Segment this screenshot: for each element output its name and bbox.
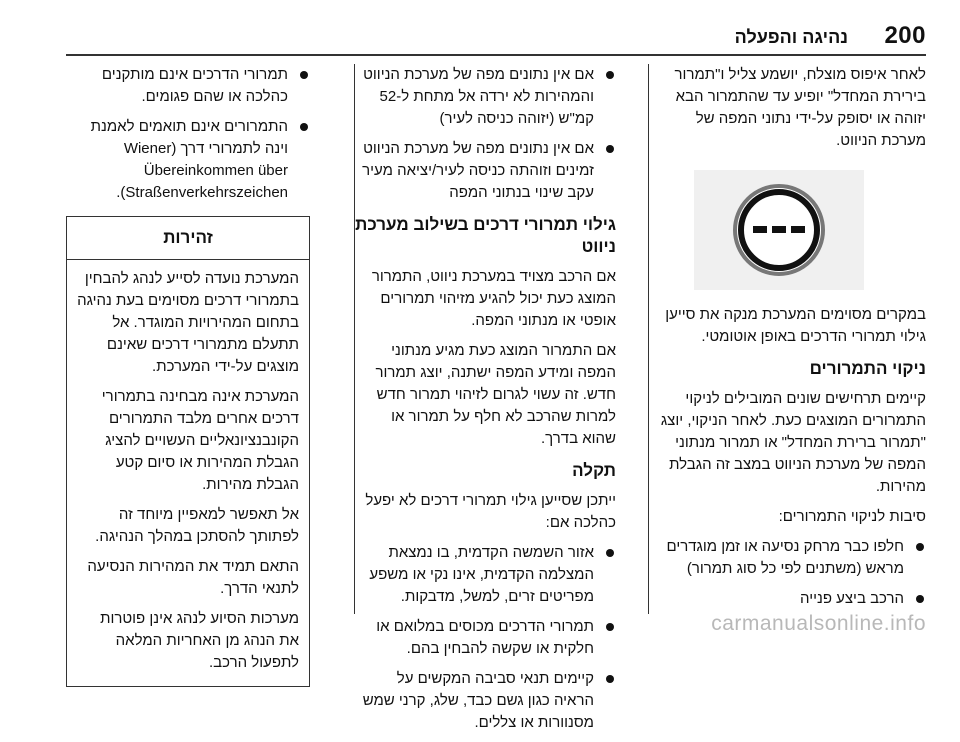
page-header bbox=[0, 0, 960, 48]
list-item: תמרורי הדרכים אינם מותקנים כהלכה או שהם פגומים. bbox=[66, 64, 310, 108]
right-column bbox=[648, 64, 926, 618]
chapter-title: נהיגה והפעלה bbox=[734, 27, 848, 47]
warning-paragraph: התאם תמיד את המהירות הנסיעה לתנאי הדרך. bbox=[87, 558, 299, 597]
fault-intro: ייתכן שסייען גילוי תמרורי דרכים לא יפעל כהלכה אם: bbox=[365, 492, 616, 531]
warning-paragraph: אל תאפשר למאפיין מיוחד זה לפתותך להסתכן במהלך הנהיגה. bbox=[95, 506, 299, 545]
watermark-text: carmanualsonline.info bbox=[711, 612, 926, 635]
left-column bbox=[66, 64, 310, 687]
warning-paragraph: המערכת נועדה לסייע לנהג להבחין בתמרורי דרכים מסוימים בעת נהיגה בתחום המהירויות המוגדר. אל תתעלם מתמרורי דרכים שאינם מוצגים על-ידי המערכת. bbox=[77, 270, 299, 375]
navigation-heading: גילוי תמרורי דרכים בשילוב מערכת ניווט bbox=[355, 215, 616, 256]
fault-heading: תקלה bbox=[572, 461, 616, 480]
middle-column bbox=[354, 64, 616, 742]
navigation-paragraph-2: אם התמרור המוצג כעת מגיע מנתוני המפה ומידע המפה ישתנה, יוצג תמרור חדש. זה עשוי לגרום לזיהוי תמרור חדש למרות שהרכב לא חלף על תמרור או שהוא בדרך. bbox=[375, 342, 616, 447]
warning-paragraph: מערכות הסיוע לנהג אינן פוטרות את הנהג מן האחריות המלאה לתפעול הרכב. bbox=[100, 610, 299, 671]
list-item: קיימים תנאי סביבה המקשים על הראיה כגון גשם כבד, שלג, קרני שמש מסנוורות או צללים. bbox=[354, 668, 616, 734]
warning-box bbox=[66, 216, 310, 687]
header-rule bbox=[66, 54, 926, 56]
list-item: הרכב ביצע פנייה bbox=[648, 588, 926, 610]
cleaning-heading: ניקוי התמרורים bbox=[809, 359, 926, 378]
auto-clear-paragraph: במקרים מסוימים המערכת מנקה את סייען גילוי תמרורי הדרכים באופן אוטומטי. bbox=[665, 306, 926, 345]
list-item: אם אין נתונים מפה של מערכת הניווט והמהירות לא ירדה אל מתחת ל-52 קמ"ש (יזוהה כניסה לעיר) bbox=[354, 64, 616, 130]
default-sign-illustration bbox=[694, 170, 864, 290]
list-item: התמרורים אינם תואמים לאמנת וינה לתמרורי דרך (Wiener Übereinkommen über Straßenverkehrszeichen). bbox=[66, 116, 310, 204]
navigation-paragraph-1: אם הרכב מצויד במערכת ניווט, התמרור המוצג כעת יכול להגיע מזיהוי תמרורים אופטי או מנתוני המפה. bbox=[371, 268, 616, 329]
cleaning-paragraph: קיימים תרחישים שונים המובילים לניקוי התמרורים המוצגים כעת. לאחר הניקוי, יוצג "תמרור ברירת המחדל" או תמרור מנתוני המפה של מערכת הניווט במצב זה הגבלת מהירות. bbox=[660, 390, 926, 495]
column-divider bbox=[354, 64, 355, 614]
list-item: תמרורי הדרכים מכוסים במלואם או חלקית או שקשה להבחין בהם. bbox=[354, 616, 616, 660]
warning-body bbox=[67, 260, 309, 686]
list-item: חלפו כבר מרחק נסיעה או זמן מוגדרים מראש (משתנים לפי כל סוג תמרור) bbox=[648, 536, 926, 580]
reasons-heading: סיבות לניקוי התמרורים: bbox=[778, 508, 926, 525]
list-item: אזור השמשה הקדמית, בו נמצאת המצלמה הקדמית, אינו נקי או משפע מפריטים זרים, למשל, מדבקות. bbox=[354, 542, 616, 608]
list-item: אם אין נתונים מפה של מערכת הניווט זמינים וזוהתה כניסה לעיר/יציאה מעיר עקב שינוי בנתוני המפה bbox=[354, 138, 616, 204]
sign-conditions-list bbox=[66, 64, 310, 204]
top-conditions-list bbox=[354, 64, 616, 204]
default-sign-icon bbox=[731, 182, 827, 278]
warning-paragraph: המערכת אינה מבחינה בתמרורי דרכים אחרים מלבד התמרורים הקונבנציונאליים העשויים להציג הגבלת המהירות או סיום קטע הגבלת מהירות. bbox=[101, 388, 299, 493]
warning-title: זהירות bbox=[67, 217, 309, 260]
page-number: 200 bbox=[884, 22, 926, 49]
reasons-list bbox=[648, 536, 926, 610]
fault-list bbox=[354, 542, 616, 734]
column-divider bbox=[648, 64, 649, 614]
intro-paragraph: לאחר איפוס מוצלח, יושמע צליל ו"תמרור בירירת המחדל" יופיע עד שהתמרור הבא יזוהה או יסופק על-ידי נתוני המפה של מערכת הניווט. bbox=[674, 66, 926, 149]
